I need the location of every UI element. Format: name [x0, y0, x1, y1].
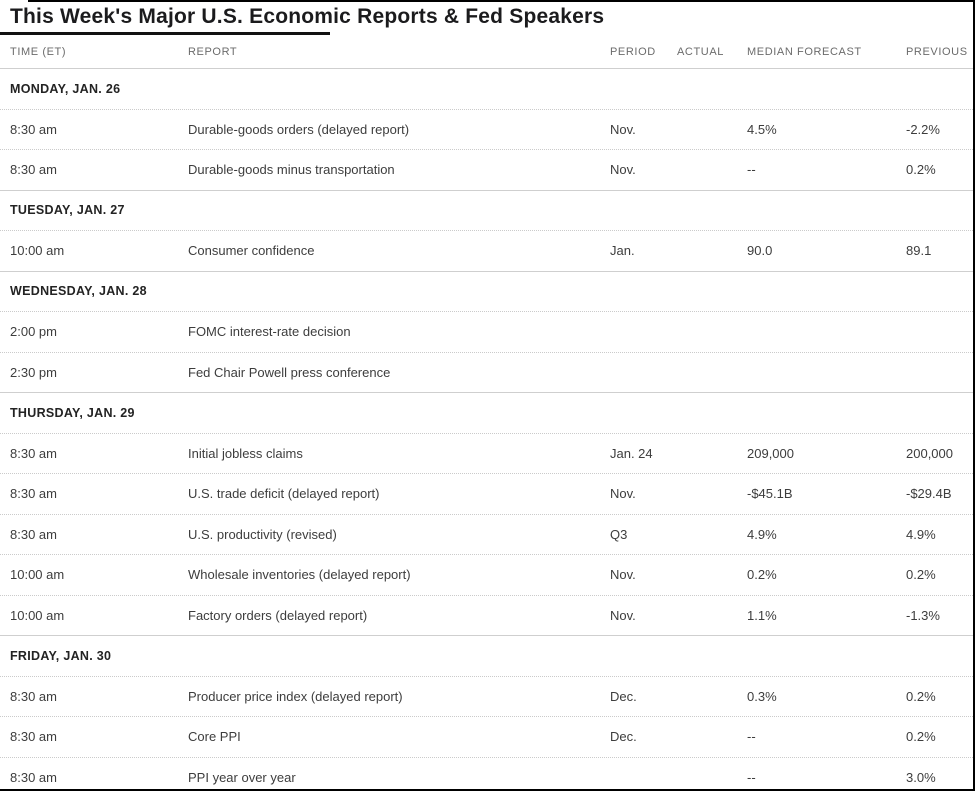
previous-cell: 0.2%: [906, 162, 936, 178]
previous-cell: 0.2%: [906, 567, 936, 583]
table-row: [0, 554, 975, 595]
column-header-time: TIME (ET): [10, 45, 67, 58]
time-cell: 10:00 am: [10, 607, 65, 623]
day-section-header: [0, 190, 975, 231]
median-forecast-cell: --: [747, 729, 756, 745]
period-cell: Nov.: [610, 486, 636, 502]
day-label: FRIDAY, JAN. 30: [10, 648, 112, 663]
median-forecast-cell: 1.1%: [747, 607, 777, 623]
column-header-row: [0, 35, 975, 68]
period-cell: Q3: [610, 526, 628, 542]
period-cell: Nov.: [610, 567, 636, 583]
report-cell: Durable-goods minus transportation: [188, 162, 395, 178]
time-cell: 2:00 pm: [10, 324, 57, 340]
table-row: [0, 676, 975, 717]
previous-cell: 0.2%: [906, 688, 936, 704]
period-cell: Nov.: [610, 121, 636, 137]
time-cell: 8:30 am: [10, 121, 57, 137]
previous-cell: 0.2%: [906, 729, 936, 745]
table-body: [0, 68, 975, 791]
time-cell: 8:30 am: [10, 526, 57, 542]
report-cell: Consumer confidence: [188, 243, 315, 259]
page-title: This Week's Major U.S. Economic Reports & Fed Speakers: [10, 5, 605, 28]
time-cell: 8:30 am: [10, 486, 57, 502]
time-cell: 10:00 am: [10, 243, 65, 259]
report-cell: Durable-goods orders (delayed report): [188, 121, 410, 137]
day-section-header: [0, 392, 975, 433]
time-cell: 2:30 pm: [10, 364, 57, 380]
table-row: [0, 109, 975, 150]
column-header-median-forecast: MEDIAN FORECAST: [747, 45, 862, 58]
median-forecast-cell: 0.2%: [747, 567, 777, 583]
median-forecast-cell: 4.9%: [747, 526, 777, 542]
median-forecast-cell: 209,000: [747, 445, 794, 461]
day-label: THURSDAY, JAN. 29: [10, 405, 135, 420]
median-forecast-cell: --: [747, 769, 756, 785]
report-cell: Core PPI: [188, 729, 241, 745]
median-forecast-cell: --: [747, 162, 756, 178]
report-cell: U.S. trade deficit (delayed report): [188, 486, 380, 502]
report-cell: Fed Chair Powell press conference: [188, 364, 391, 380]
column-header-previous: PREVIOUS: [906, 45, 968, 58]
column-header-actual: ACTUAL: [677, 45, 724, 58]
column-header-period: PERIOD: [610, 45, 656, 58]
previous-cell: -2.2%: [906, 121, 940, 137]
day-label: WEDNESDAY, JAN. 28: [10, 284, 147, 299]
table-row: [0, 230, 975, 271]
time-cell: 8:30 am: [10, 769, 57, 785]
table-row: [0, 311, 975, 352]
table-row: [0, 595, 975, 636]
previous-cell: 4.9%: [906, 526, 936, 542]
table-row: [0, 433, 975, 474]
previous-cell: -1.3%: [906, 607, 940, 623]
time-cell: 8:30 am: [10, 445, 57, 461]
report-cell: FOMC interest-rate decision: [188, 324, 351, 340]
column-header-report: REPORT: [188, 45, 238, 58]
screenshot-top-border: [28, 0, 975, 2]
period-cell: Jan. 24: [610, 445, 653, 461]
period-cell: Jan.: [610, 243, 635, 259]
table-row: [0, 352, 975, 393]
report-cell: PPI year over year: [188, 769, 296, 785]
report-cell: Producer price index (delayed report): [188, 688, 403, 704]
median-forecast-cell: 4.5%: [747, 121, 777, 137]
day-section-header: [0, 271, 975, 312]
table-row: [0, 757, 975, 791]
median-forecast-cell: 0.3%: [747, 688, 777, 704]
report-cell: Wholesale inventories (delayed report): [188, 567, 411, 583]
day-section-header: [0, 68, 975, 109]
table-row: [0, 473, 975, 514]
previous-cell: -$29.4B: [906, 486, 952, 502]
period-cell: Dec.: [610, 729, 637, 745]
report-cell: Factory orders (delayed report): [188, 607, 368, 623]
table-row: [0, 149, 975, 190]
period-cell: Nov.: [610, 607, 636, 623]
day-section-header: [0, 635, 975, 676]
table-row: [0, 514, 975, 555]
period-cell: Dec.: [610, 688, 637, 704]
time-cell: 8:30 am: [10, 688, 57, 704]
time-cell: 10:00 am: [10, 567, 65, 583]
time-cell: 8:30 am: [10, 162, 57, 178]
previous-cell: 89.1: [906, 243, 932, 259]
median-forecast-cell: -$45.1B: [747, 486, 793, 502]
table-row: [0, 716, 975, 757]
day-label: MONDAY, JAN. 26: [10, 81, 121, 96]
report-cell: U.S. productivity (revised): [188, 526, 337, 542]
previous-cell: 3.0%: [906, 769, 936, 785]
period-cell: Nov.: [610, 162, 636, 178]
day-label: TUESDAY, JAN. 27: [10, 203, 125, 218]
time-cell: 8:30 am: [10, 729, 57, 745]
median-forecast-cell: 90.0: [747, 243, 773, 259]
report-cell: Initial jobless claims: [188, 445, 303, 461]
previous-cell: 200,000: [906, 445, 953, 461]
